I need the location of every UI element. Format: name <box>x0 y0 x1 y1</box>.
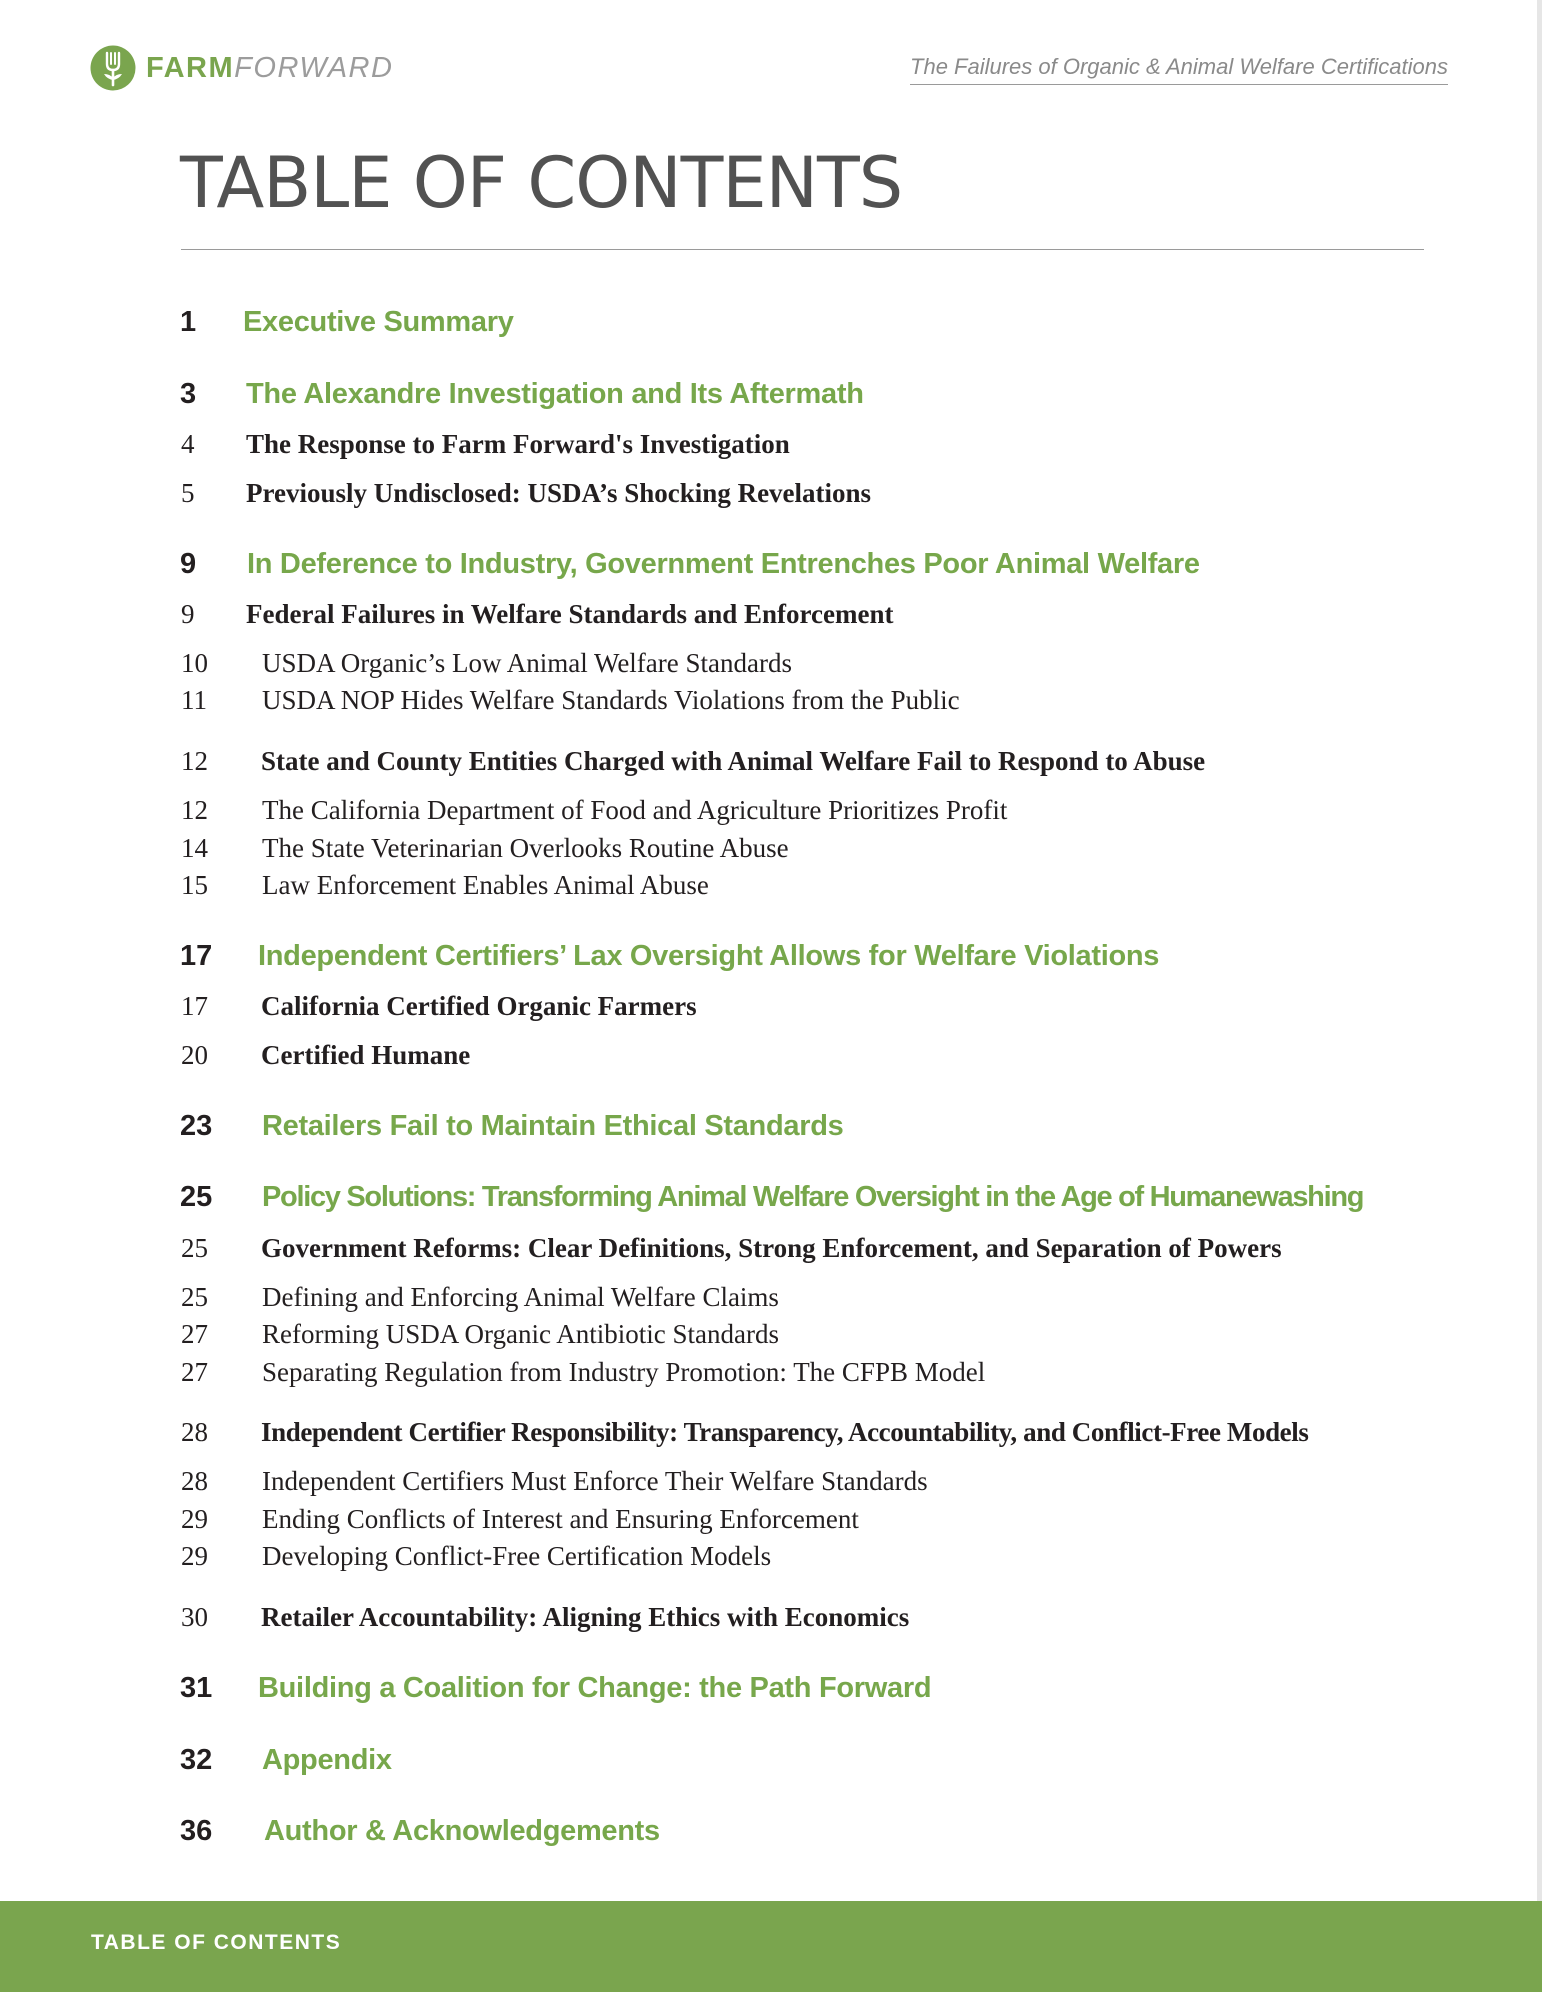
toc-title: Ending Conflicts of Interest and Ensuring Enforcement <box>262 1503 859 1534</box>
toc-title: Executive Summary <box>243 305 514 338</box>
toc-page-number: 5 <box>181 477 195 508</box>
toc-page-number: 25 <box>181 1281 208 1312</box>
toc-title: Building a Coalition for Change: the Path Forward <box>258 1671 932 1704</box>
toc-title: USDA Organic’s Low Animal Welfare Standards <box>262 647 792 678</box>
toc-title: Retailers Fail to Maintain Ethical Standards <box>262 1109 844 1142</box>
toc-title: Independent Certifier Responsibility: Transparency, Accountability, and Conflict-Free Models <box>261 1416 1309 1447</box>
toc-title: The Alexandre Investigation and Its Aftermath <box>246 377 864 410</box>
toc-title: Developing Conflict-Free Certification Models <box>262 1540 772 1571</box>
toc-title: Law Enforcement Enables Animal Abuse <box>262 869 709 900</box>
toc-page-number: 14 <box>181 832 208 863</box>
document-title: The Failures of Organic & Animal Welfare Certifications <box>910 54 1448 85</box>
toc-title: State and County Entities Charged with Animal Welfare Fail to Respond to Abuse <box>261 745 1206 776</box>
toc-page-number: 1 <box>180 305 197 338</box>
toc-title: Policy Solutions: Transforming Animal Welfare Oversight in the Age of Humanewashing <box>262 1180 1364 1213</box>
toc-page-number: 10 <box>181 647 208 678</box>
toc-title: Government Reforms: Clear Definitions, Strong Enforcement, and Separation of Powers <box>261 1232 1282 1263</box>
toc-page-number: 36 <box>180 1814 213 1847</box>
logo-text-farm: FARM <box>146 51 235 84</box>
toc-page-number: 17 <box>181 990 208 1021</box>
toc-title: The State Veterinarian Overlooks Routine Abuse <box>262 832 789 863</box>
toc-page-number: 9 <box>181 598 195 629</box>
toc-title: Reforming USDA Organic Antibiotic Standards <box>262 1318 779 1349</box>
toc-title: USDA NOP Hides Welfare Standards Violations from the Public <box>262 684 960 715</box>
toc-page-number: 29 <box>181 1540 208 1571</box>
toc-page-number: 29 <box>181 1503 208 1534</box>
toc-page-number: 27 <box>181 1318 208 1349</box>
toc-title: Previously Undisclosed: USDA’s Shocking Revelations <box>246 477 872 508</box>
toc-page-number: 4 <box>181 428 195 459</box>
toc-page-number: 15 <box>181 869 208 900</box>
toc-page-number: 3 <box>180 377 197 410</box>
toc-page-number: 28 <box>181 1416 208 1447</box>
toc-title: Certified Humane <box>261 1039 471 1070</box>
toc-title: The Response to Farm Forward's Investigation <box>246 428 790 459</box>
toc-title: Separating Regulation from Industry Promotion: The CFPB Model <box>262 1356 986 1387</box>
toc-page-number: 31 <box>180 1671 213 1704</box>
toc-title: Independent Certifiers Must Enforce Their Welfare Standards <box>262 1465 928 1496</box>
toc-title: Federal Failures in Welfare Standards and Enforcement <box>246 598 894 629</box>
footer-section-label: TABLE OF CONTENTS <box>91 1931 342 1954</box>
toc-title: Defining and Enforcing Animal Welfare Claims <box>262 1281 779 1312</box>
toc-page-number: 12 <box>181 794 208 825</box>
toc-page-number: 32 <box>180 1743 213 1776</box>
toc-title: The California Department of Food and Agriculture Prioritizes Profit <box>262 794 1008 825</box>
toc-page-number: 9 <box>180 547 197 580</box>
page-title: TABLE OF CONTENTS <box>180 142 903 224</box>
logo-text-forward: FORWARD <box>234 51 394 84</box>
toc-title: Author & Acknowledgements <box>264 1814 660 1847</box>
toc-title: In Deference to Industry, Government Entrenches Poor Animal Welfare <box>247 547 1200 580</box>
toc-title: Independent Certifiers’ Lax Oversight Allows for Welfare Violations <box>258 939 1160 972</box>
toc-page-number: 17 <box>180 939 213 972</box>
toc-page-number: 11 <box>181 684 207 715</box>
footer-bar <box>0 1901 1542 1992</box>
toc-page-number: 25 <box>181 1232 208 1263</box>
toc-page-number: 25 <box>180 1180 213 1213</box>
toc-page-number: 27 <box>181 1356 208 1387</box>
toc-page-number: 23 <box>180 1109 213 1142</box>
toc-title: Retailer Accountability: Aligning Ethics with Economics <box>261 1601 910 1632</box>
toc-page-number: 12 <box>181 745 208 776</box>
toc-title: California Certified Organic Farmers <box>261 990 697 1021</box>
toc-page-number: 30 <box>181 1601 208 1632</box>
toc-title: Appendix <box>262 1743 392 1776</box>
toc-page-number: 20 <box>181 1039 208 1070</box>
toc-page-number: 28 <box>181 1465 208 1496</box>
